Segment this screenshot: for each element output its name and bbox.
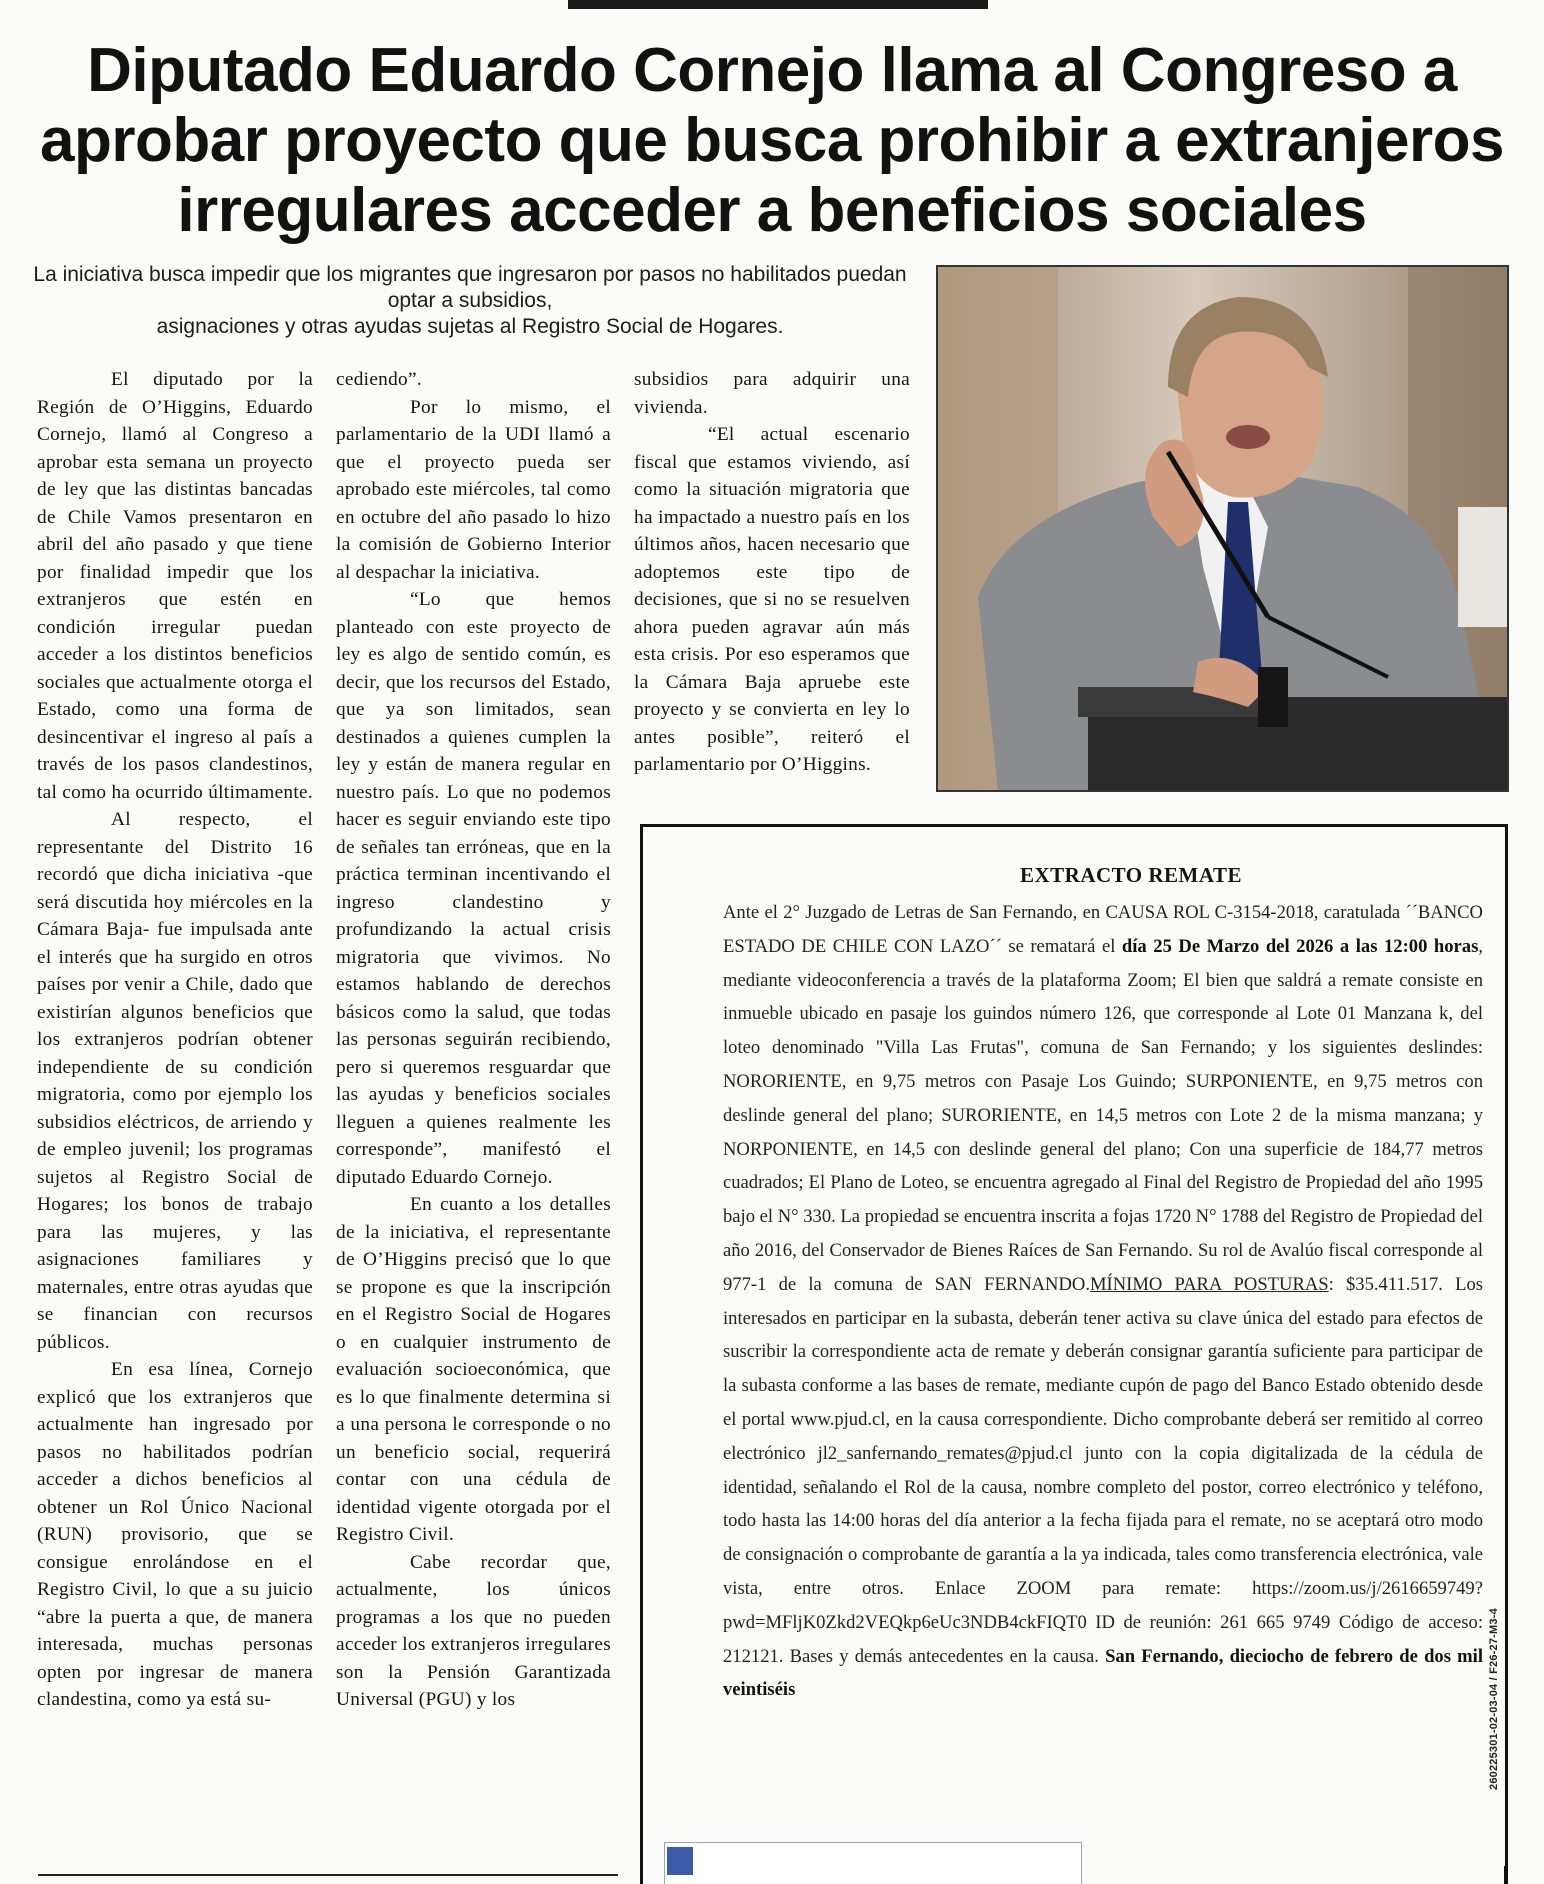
paragraph: El diputado por la Región de O’Higgins, Eduardo Cornejo, llamó al Congreso a aprobar esta semana un proyecto de ley que las distintas bancadas de Chile Vamos presentaron en abril del año pasado y que tiene por finalidad impedir que los extranjeros que estén en condición irregular puedan acceder a los distintos beneficios sociales que actualmente otorga el Estado, como una forma de desincentivar el ingreso al país a través de los pasos clandestinos, tal como ha ocurrido últimamente. (37, 369, 314, 803)
court-column-icon (667, 1847, 693, 1875)
subhead (30, 262, 910, 340)
top-section-bar (568, 0, 988, 9)
notice-intro: Ante el 2° Juzgado de Letras de San Fernando, en CAUSA ROL C-3154-2018, caratulada ´´BANCO ESTADO DE CHILE CON LAZO´´ se rematará el (723, 902, 1483, 957)
legal-notice-body (723, 896, 1483, 1707)
headline: Diputado Eduardo Cornejo llama al Congreso a aprobar proyecto que busca prohibir a extranjeros irregulares acceder a beneficios sociales (40, 36, 1504, 245)
minimum-bid-label: MÍNIMO PARA POSTURAS (1090, 1273, 1329, 1295)
divider (1504, 1866, 1508, 1884)
notice-property: , mediante videoconferencia a través de la plataforma Zoom; El bien que saldrá a remate consiste en inmueble ubicado en pasaje los guindos número 126, que corresponde al Lote 01 Manzana k, del loteo denominado "Villa Las Frutas", comuna de San Fernando; y los siguientes deslindes: NORORIENTE, en 9,75 metros con Pasaje Los Guindo; SURPONIENTE, en 9,75 metros con deslinde general del plano; SURORIENTE, en 14,5 metros con Lote 2 de la misma manzana; y NORPONIENTE, en 14,5 con deslinde general del plano; Con una superficie de 184,77 metros cuadrados; El Plano de Loteo, se encuentra agregado al Final del Registro de Propiedad del año 1995 bajo el N° 330. La propiedad se encuentra inscrita a fojas 1720 N° 1788 del Registro de Propiedad del año 2016, del Conservador de Bienes Raíces de San Fernando. Su rol de Avalúo fiscal corresponde al 977-1 de la comuna de SAN FERNANDO. (723, 935, 1483, 1295)
article-column-1 (37, 366, 313, 1714)
divider (38, 1874, 618, 1876)
subhead-line-1: La iniciativa busca impedir que los migrantes que ingresaron por pasos no habilitados puedan optar a subsidios, (33, 263, 907, 312)
legal-notice-box (640, 824, 1508, 1884)
deputy-photo (936, 265, 1509, 792)
deputy-photo-illustration (938, 267, 1507, 790)
article-column-3 (634, 366, 910, 779)
paragraph: cediendo”. (336, 369, 422, 390)
paragraph: Al respecto, el representante del Distrito 16 recordó que dicha iniciativa -que será discutida hoy miércoles en la Cámara Baja- fue impulsada ante el interés que ha surgido en otros países por venir a Chile, dado que existirían algunos beneficios que los extranjeros podrían obtener independiente de su condición migratoria, como por ejemplo los subsidios eléctricos, de arriendo y de empleo juvenil; los programas sujetos al Registro Social de Hogares; los bonos de trabajo para las mujeres, y las asignaciones familiares y maternales, entre otras ayudas que se financian con recursos públicos. (37, 809, 313, 1353)
paragraph: subsidios para adquirir una vivienda. (634, 369, 910, 418)
poder-judicial-logo (664, 1842, 1082, 1884)
auction-date: día 25 De Marzo del 2026 a las 12:00 horas (1121, 935, 1479, 957)
paragraph: En esa línea, Cornejo explicó que los extranjeros que actualmente han ingresado por pasos no habilitados podrían acceder a dichos beneficios al obtener un Rol Único Nacional (RUN) provisorio, que se consigue enrolándose en el Registro Civil, lo que a su juicio “abre la puerta a que, de manera interesada, muchas personas opten por ingresar de manera clandestina, como ya está su- (37, 1359, 313, 1710)
subhead-line-2: asignaciones y otras ayudas sujetas al Registro Social de Hogares. (156, 315, 784, 338)
paragraph: “El actual escenario fiscal que estamos viviendo, así como la situación migratoria que ha impactado a nuestro país en los últimos años, hacen necesario que adoptemos este tipo de decisiones, que si no se resuelven ahora pueden agravar aún más esta crisis. Por eso esperamos que la Cámara Baja apruebe este proyecto y se convierta en ley lo antes posible”, reiteró el parlamentario por O’Higgins. (634, 424, 910, 775)
paragraph: En cuanto a los detalles de la iniciativa, el representante de O’Higgins precisó que lo que se propone es que la inscripción en el Registro Social de Hogares o en cualquier instrumento de evaluación socioeconómica, que es lo que finalmente determina si a una persona le corresponde o no un beneficio social, requerirá contar con una cédula de identidad vigente otorgada por el Registro Civil. (336, 1194, 611, 1545)
print-code: 260225301-02-03-04 / F26-27-M3-4 (1488, 1608, 1500, 1790)
paragraph: Por lo mismo, el parlamentario de la UDI llamó a que el proyecto pueda ser aprobado este miércoles, tal como en octubre del año pasado lo hizo la comisión de Gobierno Interior al despachar la iniciativa. (336, 396, 611, 583)
legal-notice-title: EXTRACTO REMATE (1019, 863, 1242, 887)
paragraph: Cabe recordar que, actualmente, los únicos programas a los que no pueden acceder los extranjeros irregulares son la Pensión Garantizada Universal (PGU) y los (336, 1551, 611, 1710)
paragraph: “Lo que hemos planteado con este proyecto de ley es algo de sentido común, es decir, que los recursos del Estado, que ya son limitados, sean destinados a quienes cumplen la ley y están de manera regular en nuestro país. Lo que no podemos hacer es seguir enviando este tipo de señales tan erróneas, que en la práctica terminan incentivando el ingreso clandestino y profundizando la actual crisis migratoria que vivimos. No estamos hablando de derechos básicos como la salud, que todas las personas seguirán recibiendo, pero si queremos resguardar que las ayudas y beneficios sociales lleguen a quienes realmente les corresponde”, manifestó el diputado Eduardo Cornejo. (336, 589, 611, 1188)
article-column-2 (336, 366, 611, 1714)
notice-instructions: : $35.411.517. Los interesados en participar en la subasta, deberán tener activa su clave única del estado para efectos de suscribir la correspondiente acta de remate y deberán consignar garantía suficiente para participar de la subasta conforme a las bases de remate, mediante cupón de pago del Banco Estado obtenido desde el portal www.pjud.cl, en la causa correspondiente. Dicho comprobante deberá ser remitido al correo electrónico jl2_sanfernando_remates@pjud.cl junto con la copia digitalizada de la cédula de identidad, señalando el Rol de la causa, nombre completo del postor, correo electrónico y teléfono, todo hasta las 14:00 horas del día anterior a la fecha fijada para el remate, no se aceptará otro modo de consignación o comprobante de garantía a la ya indicada, tales como transferencia electrónica, vale vista, entre otros. Enlace ZOOM para remate: https://zoom.us/j/2616659749?pwd=MFljK0Zkd2VEQkp6eUc3NDB4ckFIQT0 ID de reunión: 261 665 9749 Código de acceso: 212121. Bases y demás antecedentes en la causa. (723, 1273, 1483, 1667)
notice-signature: San Fernando, dieciocho de febrero de dos mil veintiséis (723, 1645, 1483, 1701)
